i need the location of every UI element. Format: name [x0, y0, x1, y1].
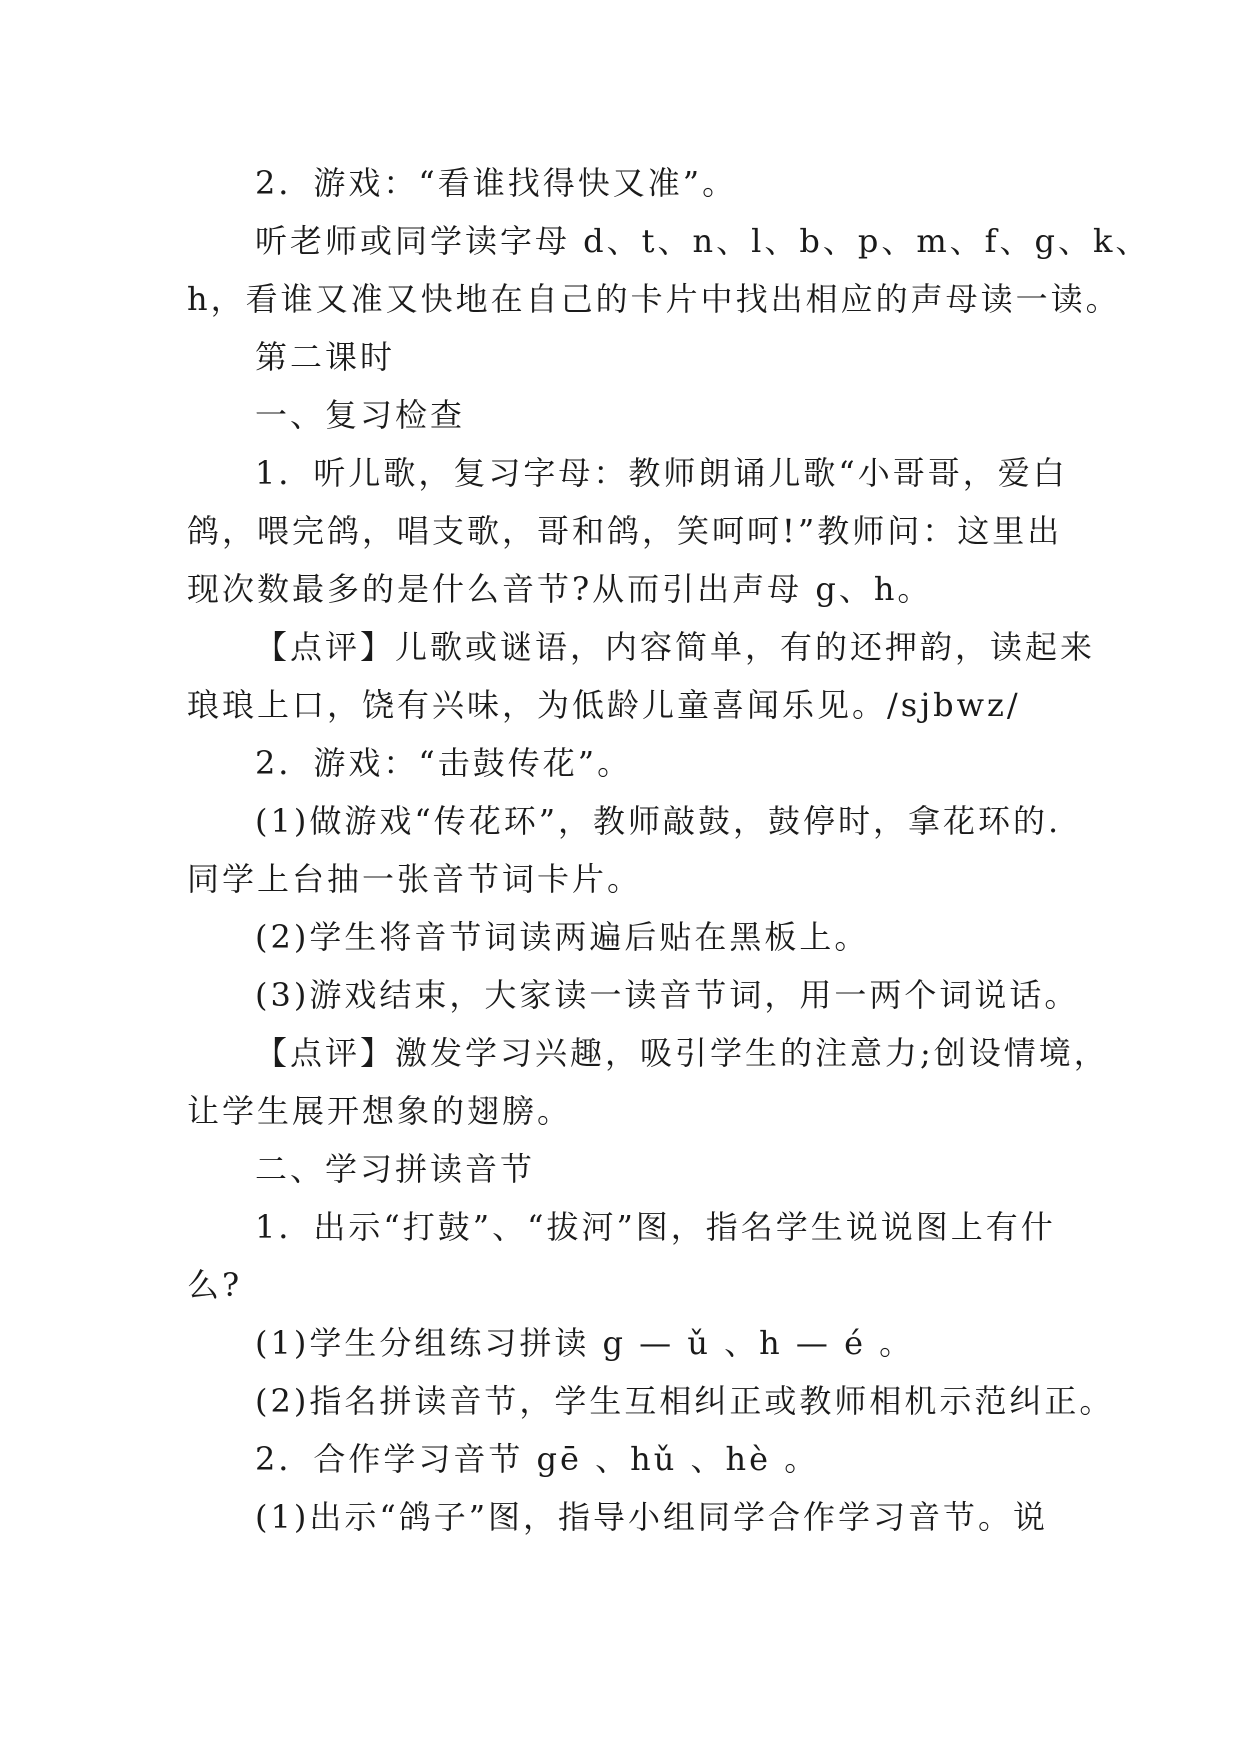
- text-line: 现次数最多的是什么音节?从而引出声母 g、h。: [187, 570, 933, 608]
- text-line: 【点评】儿歌或谜语，内容简单，有的还押韵，读起来: [255, 628, 1096, 666]
- text-line: (2)学生将音节词读两遍后贴在黑板上。: [255, 918, 870, 956]
- text-line: (1)出示“鸽子”图，指导小组同学合作学习音节。说: [255, 1498, 1049, 1536]
- text-line: 2．游戏：“看谁找得快又准”。: [255, 164, 738, 202]
- text-line: 第二课时: [255, 338, 396, 376]
- text-line: 【点评】激发学习兴趣，吸引学生的注意力;创设情境，: [255, 1034, 1109, 1072]
- text-line: 1．出示“打鼓”、“拔河”图，指名学生说说图上有什: [255, 1208, 1056, 1246]
- text-line: 1．听儿歌，复习字母：教师朗诵儿歌“小哥哥，爱白: [255, 454, 1068, 492]
- text-line: (1)学生分组练习拼读 g — ǔ 、h — é 。: [255, 1324, 915, 1362]
- text-line: 2．游戏：“击鼓传花”。: [255, 744, 633, 782]
- text-line: 琅琅上口，饶有兴味，为低龄儿童喜闻乐见。/sjbwz/: [187, 686, 1021, 724]
- text-line: h，看谁又准又快地在自己的卡片中找出相应的声母读一读。: [187, 280, 1121, 318]
- text-line: (3)游戏结束，大家读一读音节词，用一两个词说话。: [255, 976, 1080, 1014]
- text-line: 么?: [187, 1266, 243, 1304]
- text-line: (2)指名拼读音节，学生互相纠正或教师相机示范纠正。: [255, 1382, 1115, 1420]
- text-line: 听老师或同学读字母 d、t、n、l、b、p、m、f、g、k、: [255, 222, 1151, 260]
- text-line: 同学上台抽一张音节词卡片。: [187, 860, 643, 898]
- text-line: 2．合作学习音节 gē 、hǔ 、hè 。: [255, 1440, 820, 1478]
- text-line: 一、复习检查: [255, 396, 466, 434]
- text-line: 鸽，喂完鸽，唱支歌，哥和鸽，笑呵呵!”教师问：这里出: [187, 512, 1063, 550]
- text-line: 让学生展开想象的翅膀。: [187, 1092, 573, 1130]
- text-line: 二、学习拼读音节: [255, 1150, 536, 1188]
- text-line: (1)做游戏“传花环”，教师敲鼓，鼓停时，拿花环的.: [255, 802, 1062, 840]
